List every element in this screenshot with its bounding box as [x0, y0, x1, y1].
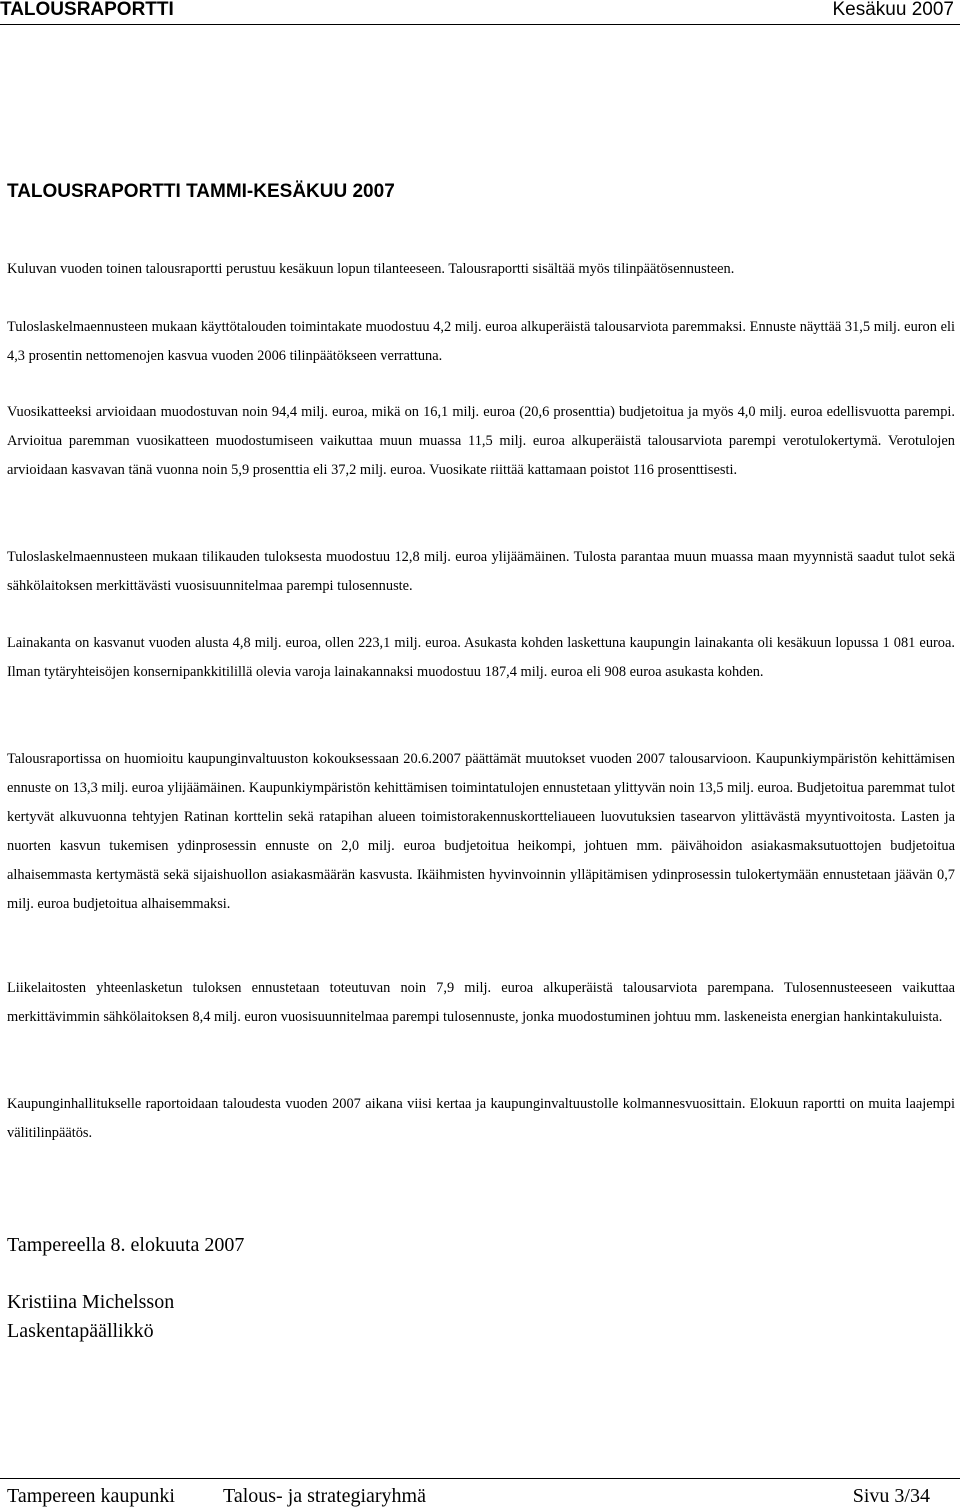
header-date: Kesäkuu 2007 [832, 0, 954, 20]
paragraph-operating-margin: Tuloslaskelmaennusteen mukaan käyttötalouden toimintakate muodostuu 4,2 milj. euroa alkuperäistä talousarviota paremmaksi. Ennuste näyttää 31,5 milj. euron eli 4,3 prosentin nettomenojen kasvua vuoden 2006 tilinpäätökseen verrattuna. [7, 319, 955, 364]
page-footer [0, 1478, 960, 1509]
paragraph-reporting: Kaupunginhallitukselle raportoidaan taloudesta vuoden 2007 aikana viisi kertaa ja kaupunginvaltuustolle kolmannesvuosittain. Elokuun raportti on muita laajempi välitilinpäätös. [7, 1096, 955, 1141]
footer-organization: Tampereen kaupunki [7, 1485, 175, 1507]
document-title: TALOUSRAPORTTI TAMMI-KESÄKUU 2007 [7, 181, 395, 202]
paragraph-fiscal-result: Tuloslaskelmaennusteen mukaan tilikauden tuloksesta muodostuu 12,8 milj. euroa ylijäämäinen. Tulosta parantaa muun muassa maan myynnistä saadut tulot sekä sähkölaitoksen merkittävästi vuosisuunnitelmaa parempi tulosennuste. [7, 549, 955, 594]
signer-name: Kristiina Michelsson [7, 1291, 175, 1313]
paragraph-budget-changes: Talousraportissa on huomioitu kaupunginvaltuuston kokouksessaan 20.6.2007 päättämät muutokset vuoden 2007 talousarvioon. Kaupunkiympäristön kehittämisen ennuste on 13,3 milj. euroa ylijäämäinen. Kaupunkiympäristön kehittämisen toimintatulojen ennustetaan ylittyvän noin 13,5 milj. euroa. Budjetoitua paremmat tulot kertyvät alkuvuonna tehtyjen Ratinan korttelin sekä ratapihan alueen toimistorakennuskortteliaueen luovutuksien tasearvon ylittävästä myyntivoitosta. Lasten ja nuorten kasvun tukemisen ydinprosessin ennuste on 2,0 milj. euroa budjetoitua heikompi, johtuen mm. päivähoidon asiakasmaksutuottojen budjetoitua alhaisemmasta kertymästä sekä sijaishuollon asiakasmäärän kasvusta. Ikäihmisten hyvinvoinnin ylläpitämisen ydinprosessin tulokertymään ennustetaan jäävän 0,7 milj. euroa budjetoitua alhaisemmaksi. [7, 751, 955, 912]
paragraph-intro: Kuluvan vuoden toinen talousraportti perustuu kesäkuun lopun tilanteeseen. Talousraportti sisältää myös tilinpäätösennusteen. [7, 261, 735, 277]
paragraph-enterprises: Liikelaitosten yhteenlasketun tuloksen ennustetaan toteutuvan noin 7,9 milj. euroa alkuperäistä talousarviota parempana. Tulosennusteeseen vaikuttaa merkittävimmin sähkölaitoksen 8,4 milj. euron vuosisuunnitelmaa parempi tulosennuste, jonka muodostuminen johtuu mm. laskeneista energian hankintakuluista. [7, 980, 955, 1025]
paragraph-loan-stock: Lainakanta on kasvanut vuoden alusta 4,8 milj. euroa, ollen 223,1 milj. euroa. Asukasta kohden laskettuna kaupungin lainakanta oli kesäkuun lopussa 1 081 euroa. Ilman tytäryhteisöjen konsernipankkitilillä olevia varoja lainakannaksi muodostuu 187,4 milj. euroa eli 908 euroa asukasta kohden. [7, 635, 955, 680]
footer-unit: Talous- ja strategiaryhmä [223, 1485, 426, 1507]
paragraph-annual-margin: Vuosikatteeksi arvioidaan muodostuvan noin 94,4 milj. euroa, mikä on 16,1 milj. euroa (20,6 prosenttia) budjetoitua ja myös 4,0 milj. euroa edellisvuotta parempi. Arvioitua paremman vuosikatteen muodostumiseen vaikuttaa muun muassa 11,5 milj. euroa alkuperäistä talousarviota parempi verotulokertymä. Verotulojen arvioidaan kasvavan tänä vuonna noin 5,9 prosenttia eli 37,2 milj. euroa. Vuosikate riittää kattamaan poistot 116 prosenttisesti. [7, 404, 955, 478]
place-date: Tampereella 8. elokuuta 2007 [7, 1234, 245, 1256]
footer-page-number: Sivu 3/34 [852, 1485, 930, 1507]
signer-title: Laskentapäällikkö [7, 1320, 154, 1342]
header-title: TALOUSRAPORTTI [0, 0, 174, 20]
page-header [0, 0, 960, 25]
